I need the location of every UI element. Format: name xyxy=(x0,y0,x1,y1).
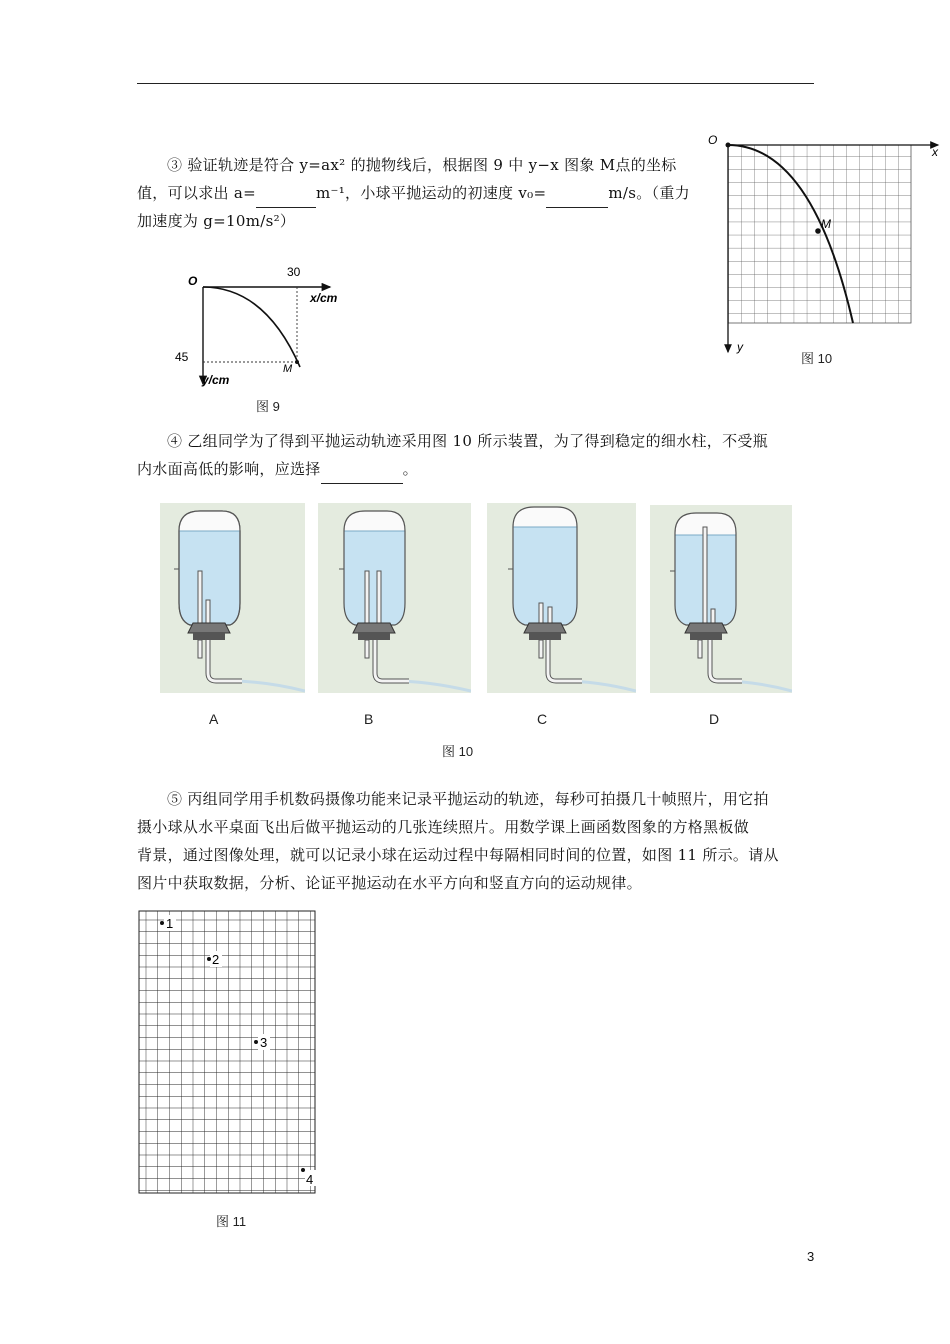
option-label-a: A xyxy=(209,711,219,727)
q4-line2-end: 。 xyxy=(402,460,418,478)
q3-line2 xyxy=(137,180,707,208)
fig11-point-1 xyxy=(160,921,164,925)
fig11-label-4: 4 xyxy=(306,1172,314,1187)
q5-line3: 背景，通过图像处理，就可以记录小球在运动过程中每隔相同时间的位置，如图 11 所示。请从 xyxy=(137,846,779,864)
option-label-b: B xyxy=(364,711,374,727)
bottle-option-c xyxy=(487,503,636,693)
fig9-x-value: 30 xyxy=(287,265,301,279)
answer-blank-bottle[interactable] xyxy=(321,456,403,484)
fig9-x-axis-label: x/cm xyxy=(310,291,338,305)
q4-line2-start: 内水面高低的影响，应选择 xyxy=(137,460,321,478)
fig11-label-1: 1 xyxy=(166,916,174,931)
fig9-y-axis-label: y/cm xyxy=(202,373,230,387)
option-label-d: D xyxy=(709,711,720,727)
bottle-option-a xyxy=(160,503,305,693)
fig10-m-label: M xyxy=(821,217,831,231)
page-number: 3 xyxy=(807,1249,815,1264)
fig10-origin-dot xyxy=(726,143,731,148)
q4-line1: ④ 乙组同学为了得到平抛运动轨迹采用图 10 所示装置，为了得到稳定的细水柱，不受瓶 xyxy=(167,432,768,450)
q5-line1: ⑤ 丙组同学用手机数码摄像功能来记录平抛运动的轨迹，每秒可拍摄几十帧照片，用它拍 xyxy=(167,790,769,808)
fig10-x-axis-label: x xyxy=(932,145,938,159)
fig11-point-2 xyxy=(207,957,211,961)
q3-line3: 加速度为 g=10m/s²） xyxy=(137,212,296,230)
answer-blank-a[interactable] xyxy=(256,180,316,208)
figure-11-grid xyxy=(134,908,324,1198)
q5-line2: 摄小球从水平桌面飞出后做平抛运动的几张连续照片。用数学课上画函数图象的方格黑板做 xyxy=(137,818,750,836)
fig9-y-value: 45 xyxy=(175,350,189,364)
answer-blank-v0[interactable] xyxy=(546,180,608,208)
fig11-grid-lines xyxy=(139,911,315,1193)
fig10-y-axis-label: y xyxy=(737,340,743,354)
fig11-point-4 xyxy=(301,1168,305,1172)
bottle-option-b xyxy=(318,503,471,693)
figure-9-graph xyxy=(170,262,355,392)
fig10-point-m xyxy=(815,228,821,234)
figure-11-caption: 图 11 xyxy=(216,1214,247,1229)
figure-9-caption: 图 9 xyxy=(256,399,280,414)
option-label-c: C xyxy=(537,711,548,727)
fig11-point-3 xyxy=(254,1040,258,1044)
q5-line4: 图片中获取数据，分析、论证平抛运动在水平方向和竖直方向的运动规律。 xyxy=(137,874,642,892)
figure-10-graph xyxy=(702,130,947,365)
header-rule xyxy=(137,83,814,84)
fig11-label-3: 3 xyxy=(260,1035,268,1050)
fig10-origin-label: O xyxy=(708,133,718,147)
figure-10-bottles-caption: 图 10 xyxy=(442,744,474,759)
q3-line1: ③ 验证轨迹是符合 y=ax² 的抛物线后，根据图 9 中 y−x 图象 M点的坐标 xyxy=(167,156,677,174)
fig10-grid xyxy=(728,145,911,323)
fig9-point-m xyxy=(295,360,299,364)
fig9-m-label: M xyxy=(283,363,293,375)
q3-line2-end: m/s。（重力 xyxy=(608,184,690,202)
q3-line2-mid: m⁻¹，小球平抛运动的初速度 v₀= xyxy=(315,184,547,202)
figure-10-graph-caption: 图 10 xyxy=(801,351,833,366)
fig9-curve xyxy=(203,287,300,367)
q3-line2-start: 值，可以求出 a= xyxy=(137,184,256,202)
q4-line2 xyxy=(137,456,537,484)
fig11-label-2: 2 xyxy=(212,952,220,967)
fig9-origin-label: O xyxy=(188,274,198,288)
bottle-option-d xyxy=(650,505,792,693)
